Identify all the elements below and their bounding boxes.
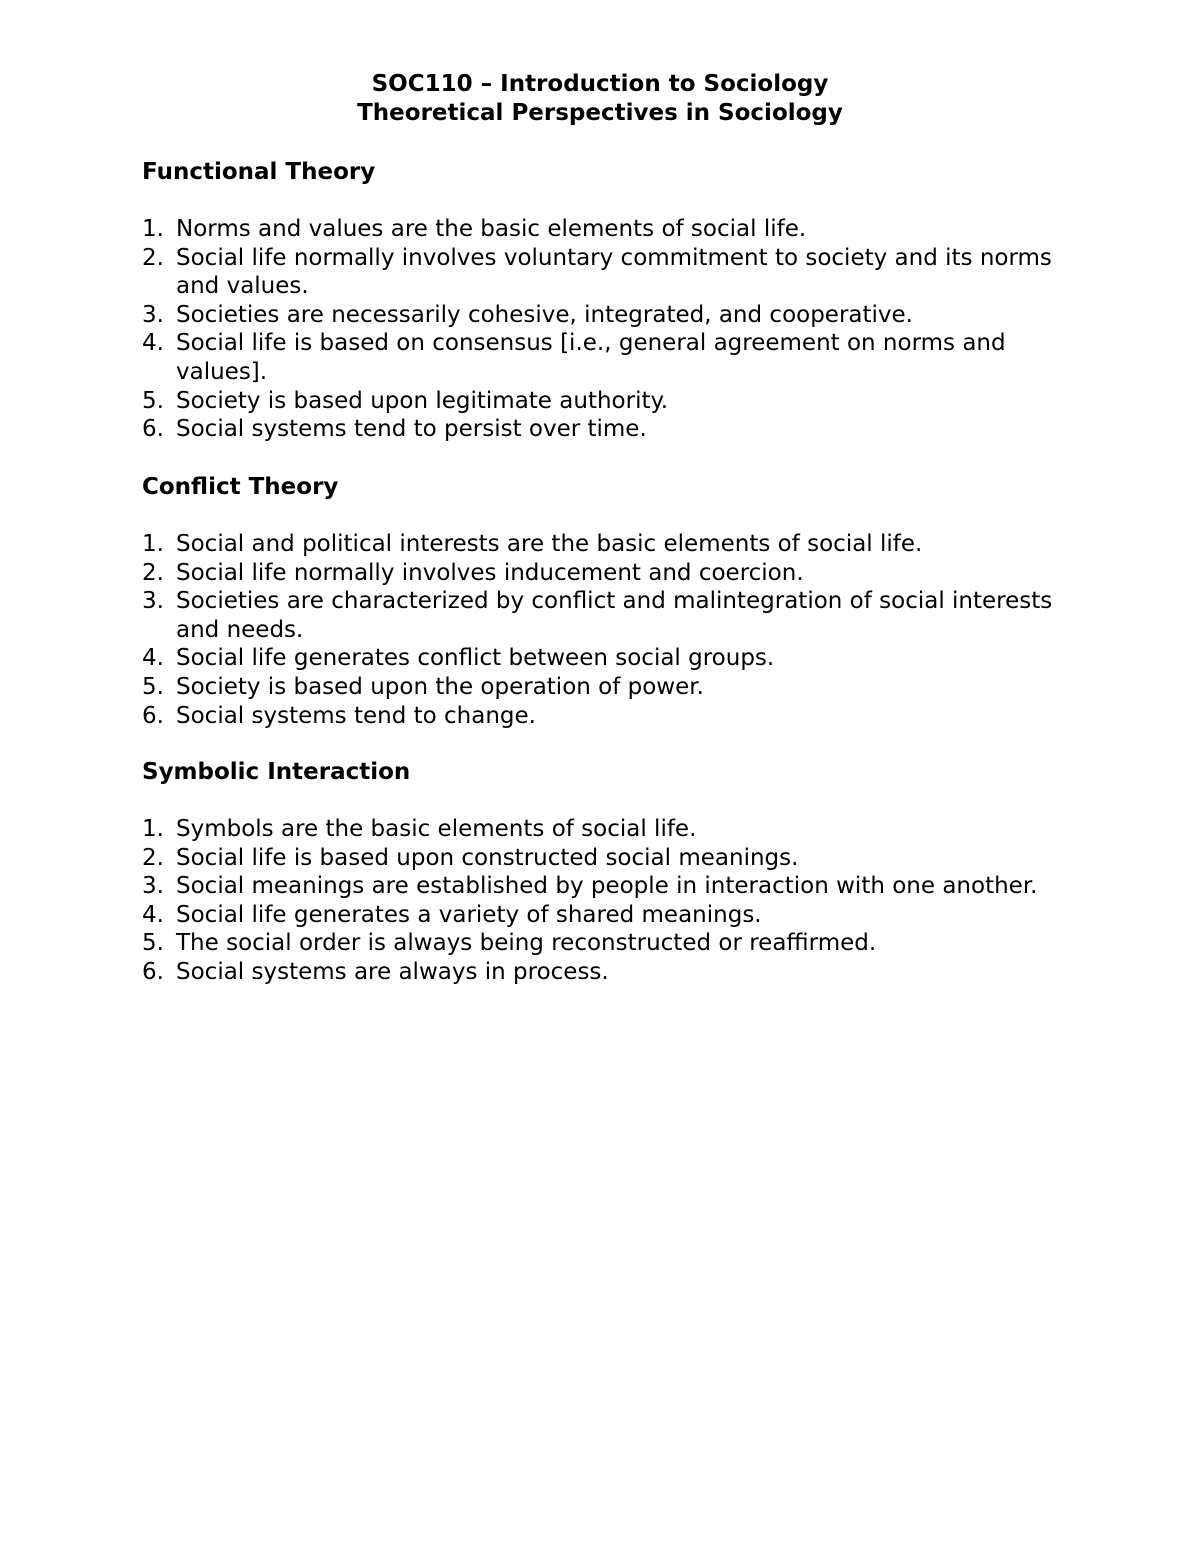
document-title: Theoretical Perspectives in Sociology [357,100,843,126]
item-text: Symbols are the basic elements of social life. [176,816,697,842]
item-text: Social life generates conflict between social groups. [176,645,775,672]
section-heading: Symbolic Interaction [142,759,411,785]
item-number: 1. [142,531,164,557]
item-text: Social and political interests are the basic elements of social life. [176,531,923,557]
title-block [0,70,1200,128]
item-number: 1. [142,216,164,242]
item-text: The social order is always being reconstructed or reaffirmed. [176,930,877,957]
item-text: Social life is based upon constructed social meanings. [176,844,799,871]
item-text: Social systems are always in process. [176,958,609,985]
item-number: 2. [142,844,164,871]
item-number: 3. [142,588,164,615]
item-text: Social systems tend to persist over time. [176,416,647,443]
list-item [142,301,1102,330]
section-heading: Conflict Theory [142,474,339,500]
item-text: Social life generates a variety of shared meanings. [176,901,762,928]
item-number: 3. [142,301,164,328]
item-text: Society is based upon legitimate authority. [176,387,669,414]
item-text: Societies are characterized by conflict and malintegration of social interests and needs. [176,588,1053,643]
item-number: 2. [142,559,164,586]
item-number: 5. [142,673,164,700]
item-text: Social life normally involves voluntary commitment to society and its norms and values. [176,244,1052,300]
list-item [142,815,1102,844]
item-number: 5. [142,930,164,957]
list-item [142,644,1102,673]
section-functional-theory [142,158,1102,444]
course-title: SOC110 – Introduction to Sociology [371,71,829,97]
item-number: 4. [142,330,164,357]
item-text: Social life normally involves inducement and coercion. [176,559,804,586]
list-item [142,530,1102,559]
list-item [142,702,1102,731]
list-item [142,958,1102,987]
item-number: 6. [142,958,164,985]
item-number: 2. [142,244,164,271]
list-item [142,844,1102,873]
item-text: Norms and values are the basic elements of social life. [176,216,807,242]
item-number: 3. [142,873,164,900]
numbered-list [142,215,1102,444]
list-item [142,673,1102,702]
item-text: Societies are necessarily cohesive, integrated, and cooperative. [176,301,913,328]
item-text: Society is based upon the operation of power. [176,673,704,700]
list-item [142,387,1102,416]
item-number: 6. [142,702,164,729]
item-number: 5. [142,387,164,414]
section-conflict-theory [142,473,1102,730]
numbered-list [142,815,1102,987]
list-item [142,329,1102,386]
item-text: Social systems tend to change. [176,702,536,729]
item-number: 6. [142,416,164,443]
list-item [142,415,1102,444]
section-heading: Functional Theory [142,159,376,185]
numbered-list [142,530,1102,730]
list-item [142,244,1102,301]
list-item [142,215,1102,244]
item-number: 4. [142,901,164,928]
item-number: 1. [142,816,164,842]
list-item [142,929,1102,958]
list-item [142,872,1102,901]
list-item [142,559,1102,588]
item-number: 4. [142,645,164,672]
section-symbolic-interaction [142,758,1102,987]
list-item [142,587,1102,644]
item-text: Social meanings are established by people in interaction with one another. [176,873,1038,900]
list-item [142,901,1102,930]
item-text: Social life is based on consensus [i.e., general agreement on norms and values]. [176,330,1006,385]
